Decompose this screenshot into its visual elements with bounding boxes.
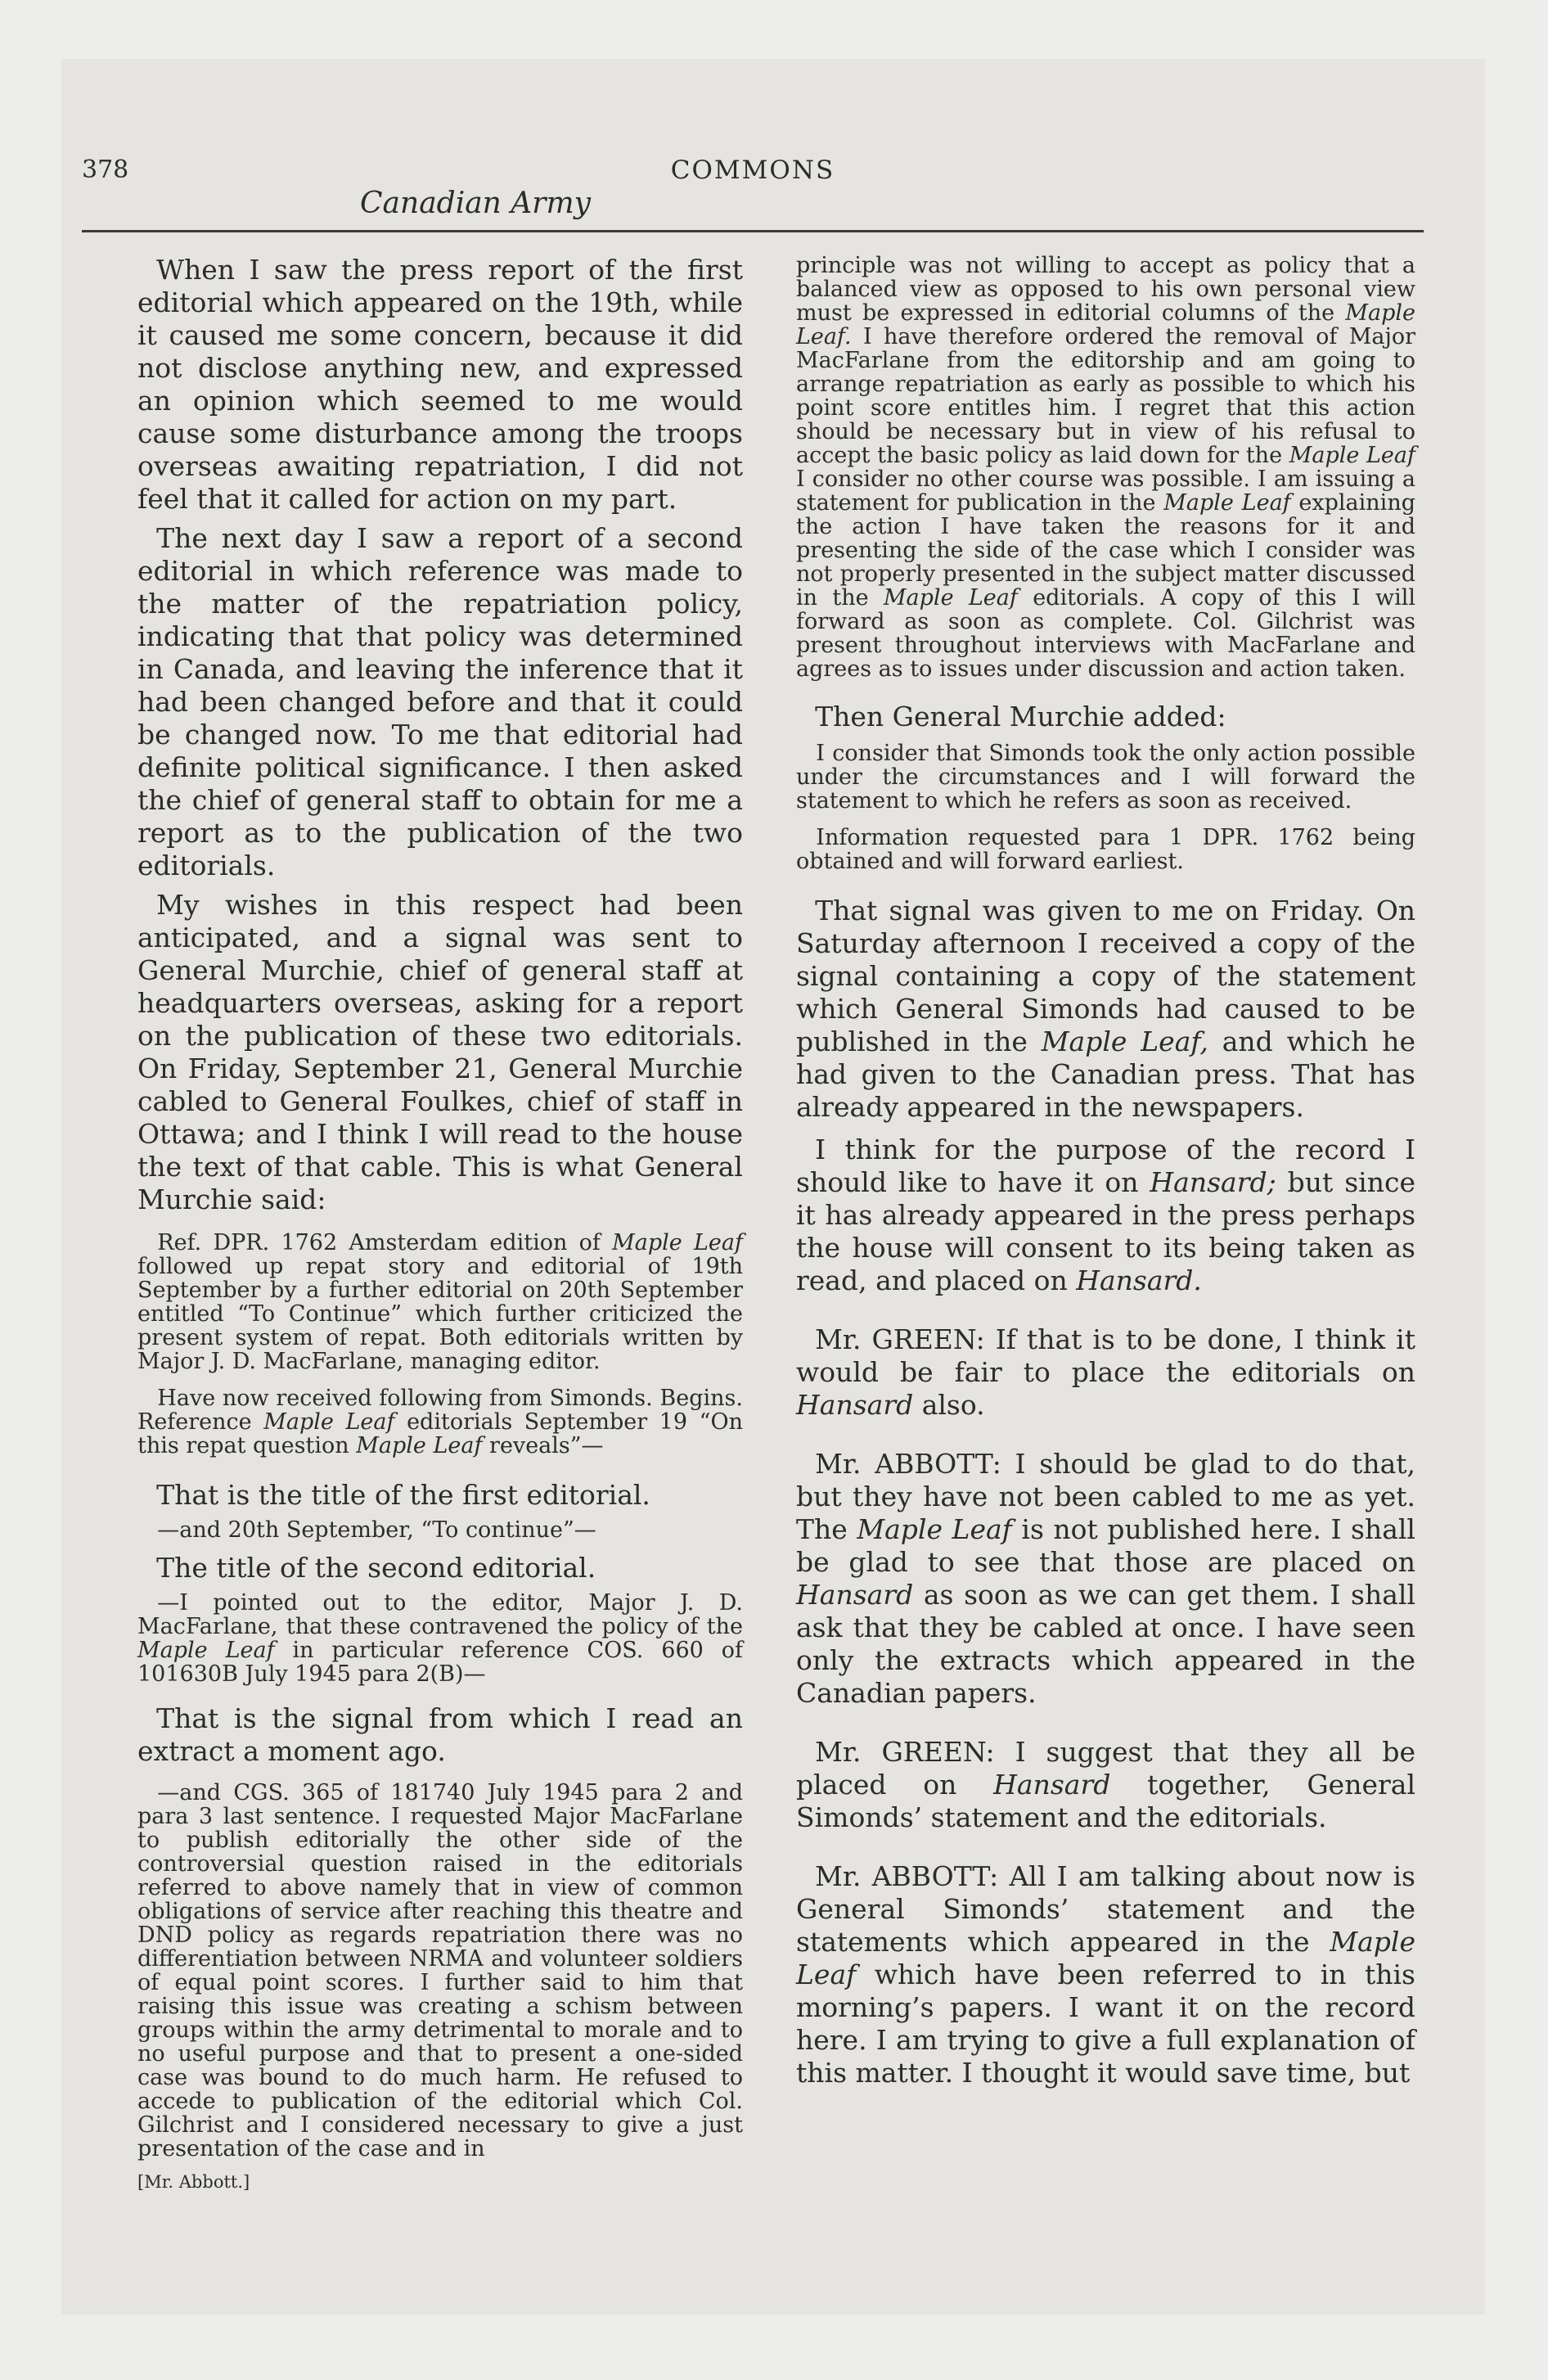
paragraph-text: Mr. ABBOTT: All I am talking about now is General Simonds’ statement and the statements which appeared in the xyxy=(796,1860,1415,1958)
quote-text: editorials. A copy of this I will forward as soon as complete. Col. Gilchrist was present throughout interviews with MacFarlane and agrees as to issues under discussion and action taken. xyxy=(796,585,1415,682)
right-column xyxy=(796,254,1415,2096)
quote-text: editorials September 19 “On this repat question xyxy=(137,1409,743,1458)
paragraph: When I saw the press report of the first editorial which appeared on the 19th, while it caused me some concern, because it did not disclose anything new, and expressed an opinion which seemed to me would cause some disturbance among the troops overseas awaiting repatriation, I did not feel that it called for action on my part. xyxy=(137,254,743,515)
quote-italic: Maple Leaf xyxy=(263,1409,395,1435)
quote-text: I consider no other course was possible. I am issuing a statement for publication in the xyxy=(796,467,1415,516)
paragraph-text: Mr. GREEN: I suggest that they all be placed on xyxy=(796,1736,1415,1801)
quote-text: Ref. DPR. 1762 Amsterdam edition of xyxy=(157,1230,613,1255)
quote-text: I have therefore ordered the removal of Major MacFarlane from the editorship and am going to arrange repatriation as early as possible to which his point score entitles him. I regret that this action should be necessary but in view of his refusal to accept the basic policy as laid down for the xyxy=(796,324,1415,468)
speech-green xyxy=(796,1323,1415,1422)
paragraph-text: as soon as we can get them. I shall ask that they be cabled at once. I have seen only the extracts which appeared in the Canadian papers. xyxy=(796,1579,1415,1709)
quote-text: principle was not willing to accept as policy that a balanced view as opposed to his own personal view must be expressed in editorial columns of the xyxy=(796,253,1415,326)
paragraph-text: also. xyxy=(913,1389,985,1421)
paragraph-italic: Maple Leaf xyxy=(857,1513,1012,1545)
paragraph-text: Mr. ABBOTT: I should be glad to do that, but they have not been cabled to me as yet. The xyxy=(796,1448,1415,1545)
running-title: COMMONS xyxy=(670,156,835,185)
paragraph xyxy=(796,1134,1415,1297)
quote-text: in particular reference COS. 660 of 101630B July 1945 para 2(B)— xyxy=(137,1638,743,1687)
paragraph-italic: Hansard; xyxy=(1150,1166,1276,1198)
quoted-cable: I consider that Simonds took the only action possible under the circumstances and I will forward the statement to which he refers as soon as received. xyxy=(796,741,1415,814)
paragraph: The title of the second editorial. xyxy=(156,1552,596,1584)
quote-italic: Maple Leaf xyxy=(1289,443,1415,468)
paragraph: That is the signal from which I read an extract a moment ago. xyxy=(137,1702,743,1767)
quote-italic: Maple Leaf. xyxy=(796,300,1415,349)
paragraph: That is the title of the first editorial. xyxy=(156,1479,650,1511)
quote-text: Have now received following from Simonds. Begins. Reference xyxy=(137,1386,743,1435)
quote-italic: Maple Leaf xyxy=(612,1230,743,1255)
quote-italic: Maple Leaf xyxy=(1163,490,1291,516)
paragraph-italic: Hansard. xyxy=(1076,1264,1202,1296)
paragraph-italic: Hansard xyxy=(796,1389,914,1421)
paragraph xyxy=(796,895,1415,1124)
left-column xyxy=(137,254,743,2192)
speech-green xyxy=(796,1736,1415,1834)
paragraph-text: I think for the purpose of the record I should like to have it on xyxy=(796,1134,1415,1198)
speech-abbott xyxy=(796,1448,1415,1710)
quoted-cable: —and 20th September, “To continue”— xyxy=(157,1517,596,1543)
quote-text: reveals”— xyxy=(482,1433,604,1458)
header-rule xyxy=(82,230,1424,232)
quote-italic: Maple Leaf xyxy=(137,1638,275,1663)
paragraph-italic: Hansard xyxy=(993,1769,1111,1801)
paragraph: The next day I saw a report of a second editorial in which reference was made to the matter of the repatriation policy, indicating that that policy was determined in Canada, and leaving the inference that it had been changed before and that it could be changed now. To me that editorial had definite political significance. I then asked the chief of general staff to obtain for me a report as to the publication of the two editorials. xyxy=(137,522,743,881)
quoted-cable xyxy=(137,1591,743,1686)
paragraph-text: but since it has already appeared in the press perhaps the house will consent to its being taken as read, and placed on xyxy=(796,1166,1415,1296)
paragraph-italic: Hansard xyxy=(796,1579,914,1611)
quote-italic: Maple Leaf xyxy=(356,1433,483,1458)
quoted-cable xyxy=(137,1386,743,1458)
paragraph-text: is not published here. I shall be glad to see that those are placed on xyxy=(796,1513,1415,1578)
quoted-cable: —and CGS. 365 of 181740 July 1945 para 2 and para 3 last sentence. I requested Major MacFarlane to publish editorially the other side of the controversial question raised in the editorials referred to above namely that in view of common obligations of service after reaching this theatre and DND policy as regards repatriation there was no differentiation between NRMA and volunteer soldiers of equal point scores. I further said to him that raising this issue was creating a schism between groups within the army detrimental to morale and to no useful purpose and that to present a one-sided case was bound to do much harm. He refused to accede to publication of the editorial which Col. Gilchrist and I considered necessary to give a just presentation of the case and in xyxy=(137,1780,743,2161)
paragraph-text: Mr. GREEN: If that is to be done, I think it would be fair to place the editorials on xyxy=(796,1323,1415,1388)
paragraph-italic: Maple Leaf, xyxy=(1041,1025,1208,1057)
quote-text: followed up repat story and editorial of 19th September by a further editorial on 20th September entitled “To Continue” which further criticized the present system of repat. Both editorials written by Major J. D. MacFarlane, managing editor. xyxy=(137,1254,743,1374)
paragraph: Then General Murchie added: xyxy=(815,701,1226,732)
paragraph-text: That signal was given to me on Friday. On Saturday afternoon I received a copy of the signal containing a copy of the statement which General Simonds had caused to be published in the xyxy=(796,895,1415,1057)
paragraph-text: which have been referred to in this morning’s papers. I want it on the record here. I am trying to give a full explanation of this matter. I thought it would save time, but xyxy=(796,1959,1415,2089)
paragraph-italic: Maple Leaf xyxy=(796,1926,1415,1990)
quote-text: —I pointed out to the editor, Major J. D. MacFarlane, that these contravened the policy of the xyxy=(137,1590,743,1639)
page-header xyxy=(82,82,1424,246)
paragraph: My wishes in this respect had been anticipated, and a signal was sent to General Murchie, chief of general staff at headquarters overseas, asking for a report on the publication of these two editorials. On Friday, September 21, General Murchie cabled to General Foulkes, chief of staff in Ottawa; and I think I will read to the house the text of that cable. This is what General Murchie said: xyxy=(137,889,743,1215)
speaker-reference: [Mr. Abbott.] xyxy=(137,2172,250,2192)
running-subtitle: Canadian Army xyxy=(360,187,591,220)
quote-italic: Maple Leaf xyxy=(883,585,1018,611)
paragraph-text: together, General Simonds’ statement and the editorials. xyxy=(796,1769,1415,1833)
quoted-cable xyxy=(137,1231,743,1373)
speech-abbott xyxy=(796,1860,1415,2089)
page-number: 378 xyxy=(82,156,129,184)
quoted-cable xyxy=(796,254,1415,681)
quote-text: explaining the action I have taken the reasons for it and presenting the side of the case which I consider was not properly presented in the subject matter discussed in the xyxy=(796,490,1415,611)
quoted-cable: Information requested para 1 DPR. 1762 being obtained and will forward earliest. xyxy=(796,825,1415,874)
paragraph-text: and which he had given to the Canadian press. That has already appeared in the newspapers. xyxy=(796,1025,1415,1123)
